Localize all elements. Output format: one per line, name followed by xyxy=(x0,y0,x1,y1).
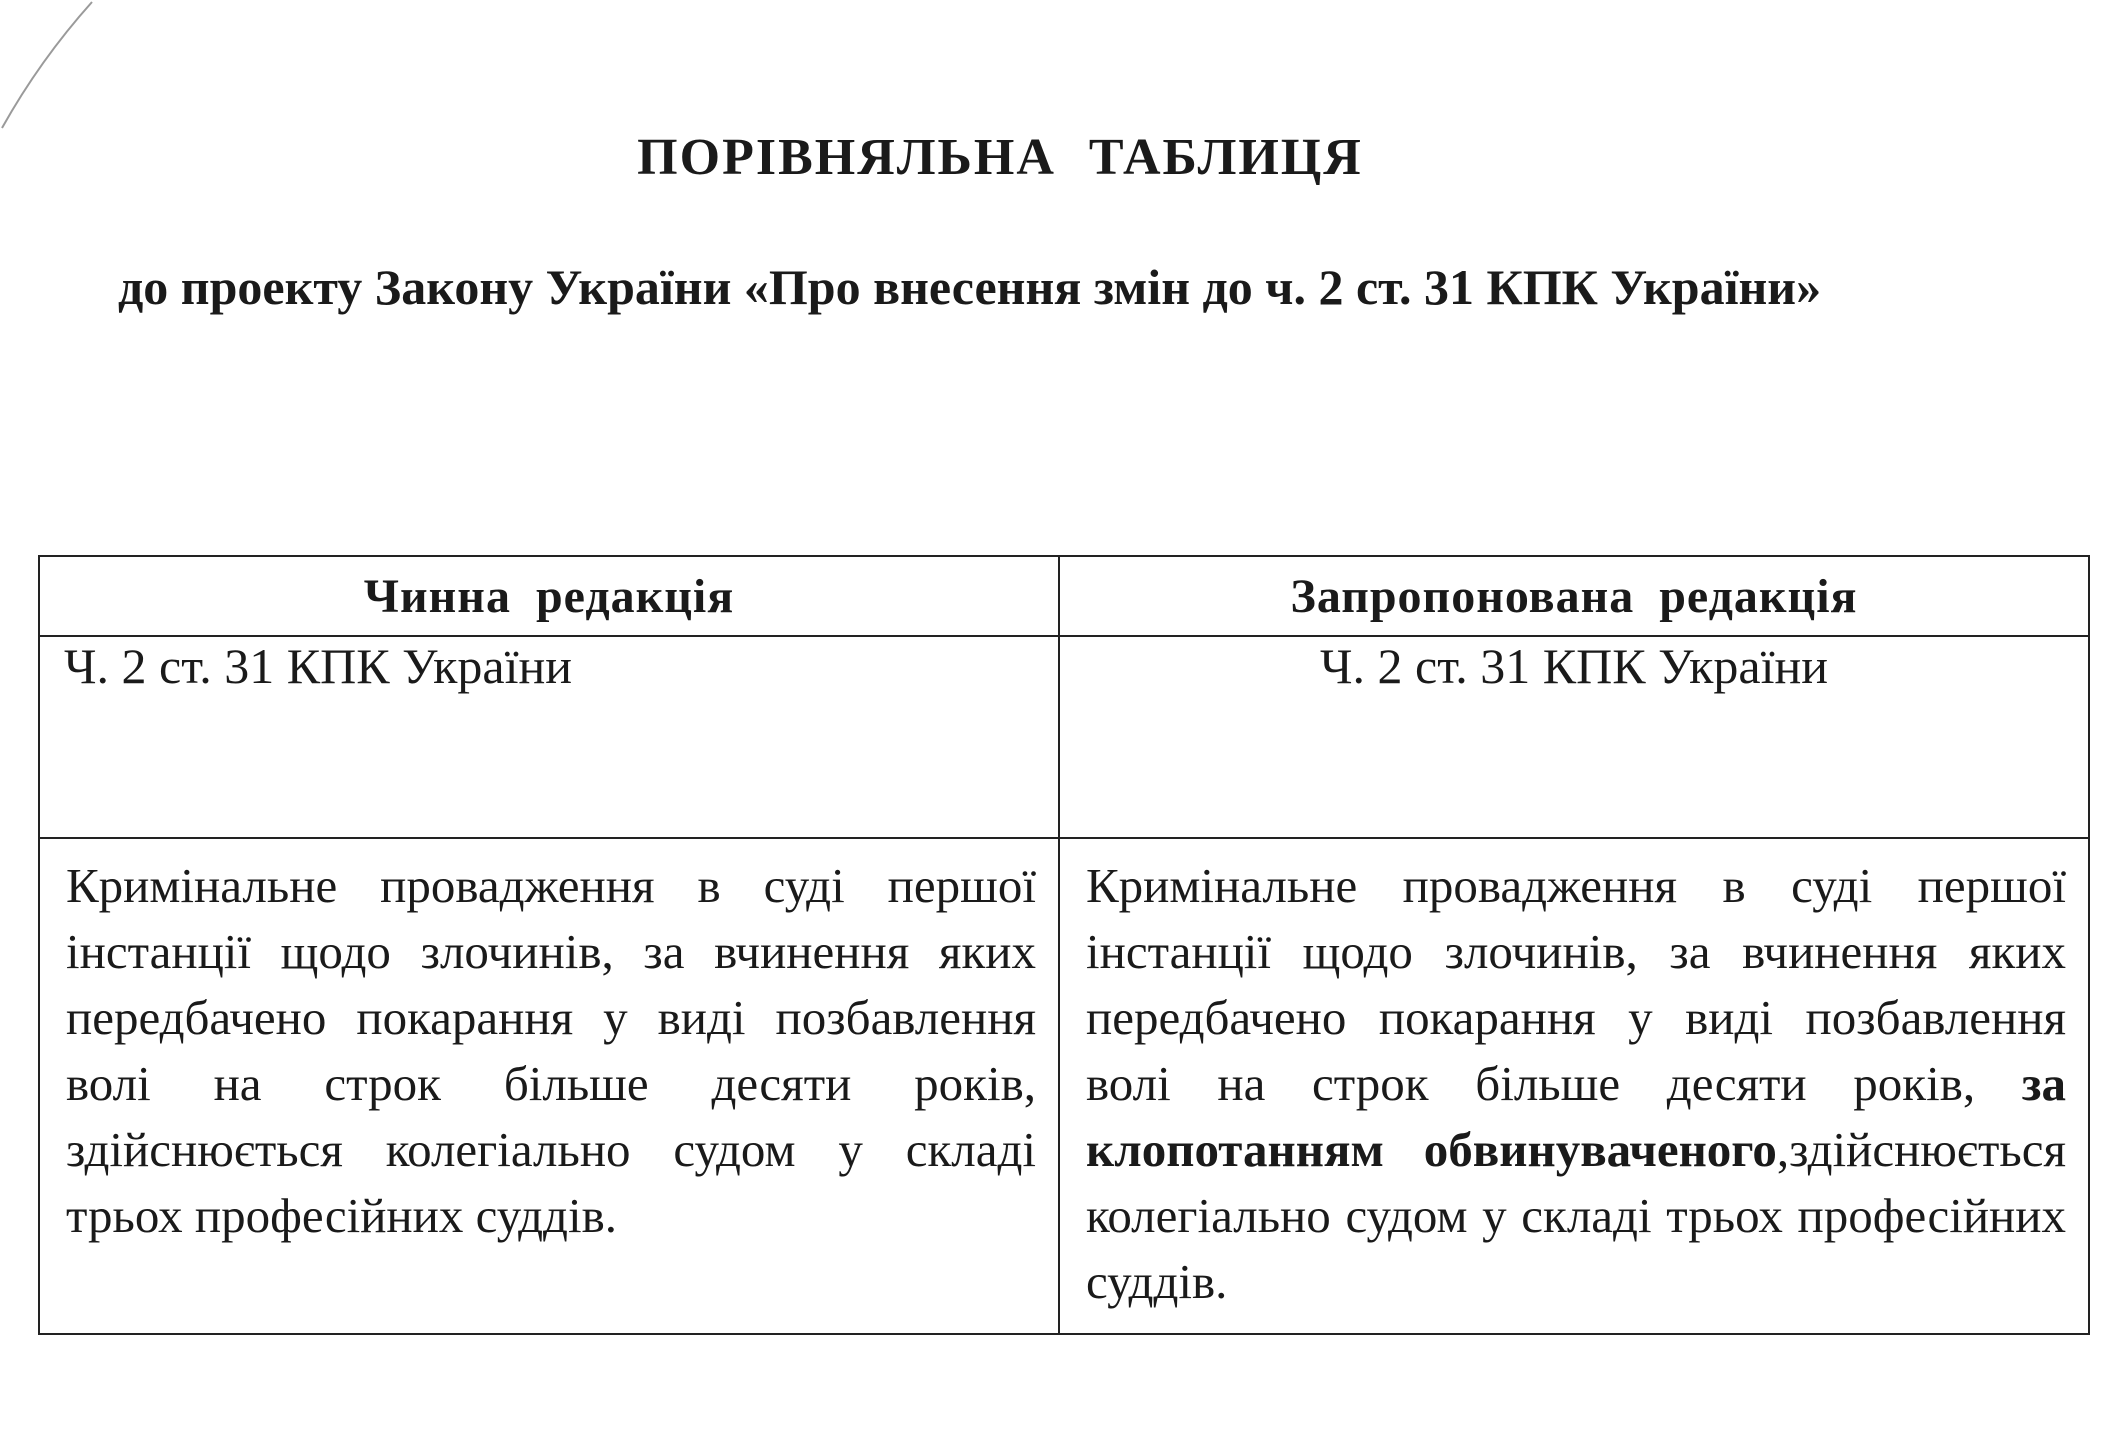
scan-edge-mark xyxy=(0,0,120,140)
header-current-version: Чинна редакція xyxy=(39,556,1059,636)
proposed-text-start: Кримінальне провадження в суді першої інстанції щодо злочинів, за вчинення яких передбачено покарання у виді позбавлення волі на строк більше десяти років, xyxy=(1086,858,2066,1111)
table-row-text xyxy=(39,838,2089,1334)
proposed-inserted-text: за клопотанням обвинуваченого xyxy=(1086,1056,2066,1177)
table-row-article xyxy=(39,636,2089,838)
article-ref-current: Ч. 2 ст. 31 КПК України xyxy=(39,636,1059,838)
proposed-text-end: ,здійснюється колегіально судом у складі трьох професійних суддів. xyxy=(1086,1122,2066,1309)
document-subtitle: до проекту Закону України «Про внесення змін до ч. 2 ст. 31 КПК України» xyxy=(118,259,1822,315)
proposed-text-cell xyxy=(1059,838,2089,1334)
current-text-cell: Кримінальне провадження в суді першої інстанції щодо злочинів, за вчинення яких передбачено покарання у виді позбавлення волі на строк більше десяти років, здійснюється колегіально судом у складі трьох професійних суддів. xyxy=(39,838,1059,1334)
document-title: ПОРІВНЯЛЬНА ТАБЛИЦЯ xyxy=(637,129,1363,186)
comparison-table xyxy=(38,555,2090,1335)
article-ref-proposed: Ч. 2 ст. 31 КПК України xyxy=(1059,636,2089,838)
table-header-row xyxy=(39,556,2089,636)
header-proposed-version: Запропонована редакція xyxy=(1059,556,2089,636)
